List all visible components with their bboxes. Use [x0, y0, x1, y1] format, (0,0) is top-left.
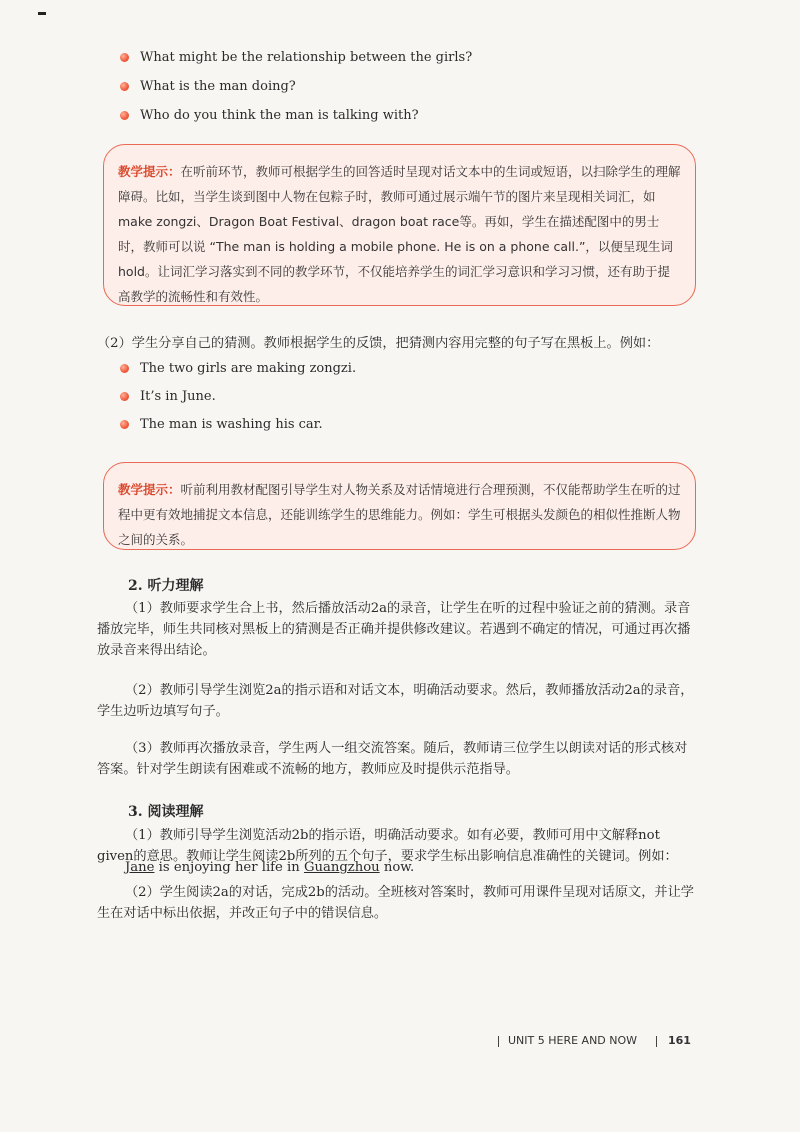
bullet-dot-icon	[120, 111, 129, 120]
paragraph: （1）教师要求学生合上书，然后播放活动2a的录音，让学生在听的过程中验证之前的猜测。录音播放完毕，师生共同核对黑板上的猜测是否正确并提供修改建议。若遇到不确定的情况，可通过再次播放录音来得出结论。	[97, 601, 691, 658]
list-item: The man is washing his car.	[118, 417, 356, 432]
paragraph: （3）教师再次播放录音，学生两人一组交流答案。随后，教师请三位学生以朗读对话的形式核对答案。针对学生朗读有困难或不流畅的地方，教师应及时提供示范指导。	[97, 741, 688, 777]
page-footer	[498, 1033, 698, 1051]
list-item: Who do you think the man is talking with?	[118, 108, 472, 123]
teaching-tip-box	[103, 144, 696, 306]
list-item: What is the man doing?	[118, 79, 472, 94]
unit-title: UNIT 5 HERE AND NOW	[508, 1034, 638, 1047]
paragraph: （1）教师引导学生浏览活动2b的指示语，明确活动要求。如有必要，教师可用中文解释not given的意思。教师让学生阅读2b所列的五个句子，要求学生标出影响信息准确性的关键词。例如：	[97, 828, 678, 864]
list-item: The two girls are making zongzi.	[118, 361, 356, 376]
step2-intro: （2）学生分享自己的猜测。教师根据学生的反馈，把猜测内容用完整的句子写在黑板上。例如：	[97, 336, 660, 351]
bullet-dot-icon	[120, 53, 129, 62]
example-sentence: Jane is enjoying her life in Guangzhou now.	[125, 860, 415, 875]
section-heading-listening: 2. 听力理解	[128, 578, 204, 594]
teaching-tip-box	[103, 462, 696, 550]
bullet-dot-icon	[120, 420, 129, 429]
bullet-dot-icon	[120, 82, 129, 91]
paragraph: （2）学生阅读2a的对话，完成2b的活动。全班核对答案时，教师可用课件呈现对话原文，并让学生在对话中标出依据，并改正句子中的错误信息。	[97, 885, 694, 921]
guess-list	[118, 361, 356, 445]
divider	[498, 1036, 499, 1047]
tip-text: 在听前环节，教师可根据学生的回答适时呈现对话文本中的生词或短语，以扫除学生的理解障碍。比如，当学生谈到图中人物在包粽子时，教师可通过展示端午节的图片来呈现相关词汇，如make zongzi、Dragon Boat Festival、dragon boat race等。再如，学生在描述配图中的男士时，教师可以说 “The man is holding a mobile phone. He is on a phone call.”，以便呈现生词hold。让词汇学习落实到不同的教学环节，不仅能培养学生的词汇学习意识和学习习惯，还有助于提高教学的流畅性和有效性。	[118, 164, 681, 304]
tip-label: 教学提示：	[118, 164, 181, 179]
page-number: 161	[668, 1034, 691, 1047]
bullet-dot-icon	[120, 364, 129, 373]
list-item: What might be the relationship between the girls?	[118, 50, 472, 65]
tip-label: 教学提示：	[118, 482, 181, 497]
divider	[656, 1036, 657, 1047]
paragraph: （2）教师引导学生浏览2a的指示语和对话文本，明确活动要求。然后，教师播放活动2a的录音，学生边听边填写句子。	[97, 683, 694, 719]
bullet-dot-icon	[120, 392, 129, 401]
tip-text: 听前利用教材配图引导学生对人物关系及对话情境进行合理预测，不仅能帮助学生在听的过程中更有效地捕捉文本信息，还能训练学生的思维能力。例如：学生可根据头发颜色的相似性推断人物之间的关系。	[118, 482, 681, 547]
intro-question-list	[118, 50, 472, 137]
corner-mark	[38, 12, 46, 15]
section-heading-reading: 3. 阅读理解	[128, 804, 204, 820]
list-item: It’s in June.	[118, 389, 356, 404]
